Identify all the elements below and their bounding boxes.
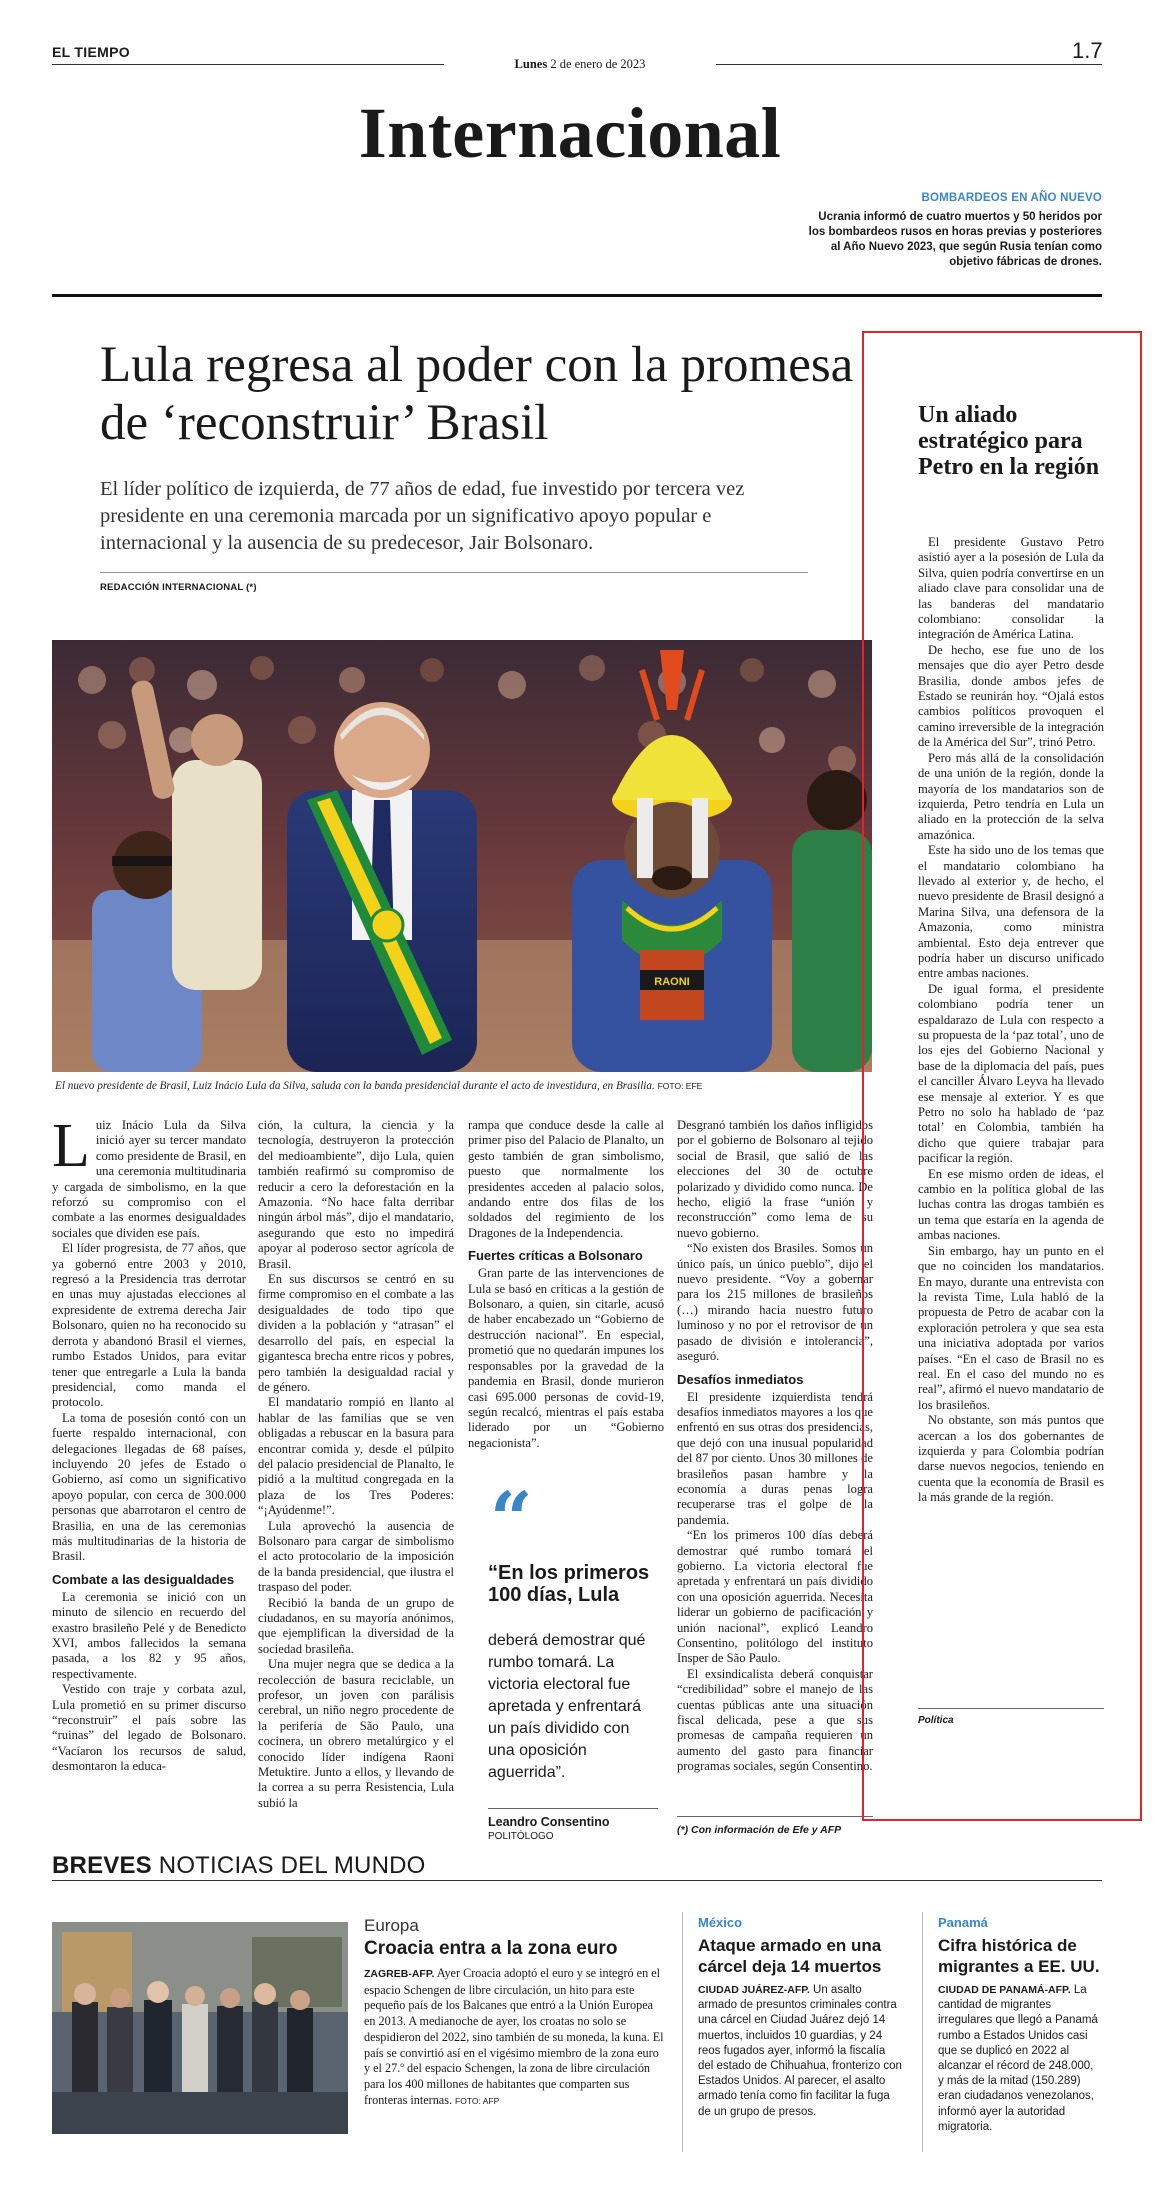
breves-title-rest: NOTICIAS DEL MUNDO — [158, 1852, 426, 1879]
column-separator — [922, 1912, 923, 2152]
breves-title-bold: BREVES — [52, 1852, 152, 1879]
article-deck: El líder político de izquierda, de 77 años de edad, fue investido por tercera vez presidente en una ceremonia marcada por un significativo apoyo popular e internacional y la ausencia de su predecesor, Jair Bolsonaro. — [100, 478, 745, 554]
paragraph: El presidente izquierdista tendrá desafíos inmediatos mayores a los que enfrentó en sus otras dos presidencias, que dejó con una inusual popularidad del 87 por ciento. Unos 30 millones de brasileños pasan hambre y la economía a duras penas logra recuperarse tras el golpe de la pandemia. — [677, 1389, 873, 1527]
paragraph: Vestido con traje y corbata azul, Lula prometió en su primer discurso “reconstruir” el país sobre las “ruinas” del legado de Bolsonaro. “Vacíaron los recursos de salud, desmontaron la educa- — [52, 1682, 246, 1774]
brief-dateline: CIUDAD JUÁREZ-AFP. — [698, 1984, 810, 1996]
brief-text: La cantidad de migrantes irregulares que llegó a Panamá rumbo a Estados Unidos casi que se duplicó en 2022 al alcanzar el récord de 248.000, y más de la mitad (150.289) eran ciudadanos venezolanos, informó ayer la autoridad migratoria. — [938, 1984, 1098, 2133]
brief-kicker: Panamá — [938, 1915, 988, 1930]
paragraph: “No existen dos Brasiles. Somos un único país, un único pueblo”, dijo el nuevo presidente. “Voy a gobernar para los 215 millones de brasileños (…) mirando hacia nuestro futuro luminoso y no por el retrovisor de un pasado de división e intolerancia”, aseguró. — [677, 1241, 873, 1364]
brief-body — [698, 1983, 903, 2120]
footnote-rule — [677, 1816, 873, 1817]
brief-headline: Ataque armado en una cárcel deja 14 muertos — [698, 1936, 882, 1976]
paragraph: Recibió la banda de un grupo de ciudadanos, en su mayoría anónimos, que ejemplifican la diversidad de la sociedad brasileña. — [258, 1595, 454, 1656]
paragraph: De hecho, ese fue uno de los mensajes que dio ayer Petro desde Brasilia, donde ambos jefes de Estado se reunirán hoy. “Ojalá estos cambios políticos provoquen el camino irreversible de la integración de la América del Sur”, trinó Petro. — [918, 642, 1104, 750]
teaser-kicker: BOMBARDEOS EN AÑO NUEVO — [921, 192, 1102, 204]
photo-caption-text: El nuevo presidente de Brasil, Luiz Inácio Lula da Silva, saluda con la banda presidencial durante el acto de investidura, en Brasilia. — [55, 1080, 655, 1092]
brief-headline: Croacia entra a la zona euro — [364, 1938, 618, 1959]
column-separator — [682, 1912, 683, 2152]
paragraph: El presidente Gustavo Petro asistió ayer a la posesión de Lula da Silva, quien podría convertirse en un aliado clave para consolidar una de las banderas del mandatario colombiano: consolidar la integración de América Latina. — [918, 535, 1104, 642]
paragraph: El exsindicalista deberá conquistar “credibilidad” sobre el manejo de las cuentas públicas ante una situación fiscal delicada, pese a que sus promesas de campaña requieren un aumento del gasto para financiar programas sociales, según Consentino. — [677, 1666, 873, 1774]
article-photo — [52, 640, 872, 1072]
brief-body — [364, 1966, 664, 2109]
photo-caption — [55, 1080, 875, 1092]
paragraph: ción, la cultura, la ciencia y la tecnología, destruyeron la protección del medioambiente”, dijo Lula, quien también reafirmó su compromiso de reducir a cero la deforestación en la Amazonia. “No hace falta derribar ningún árbol más”, dijo el mandatario, asegurando que esto no impedirá apoyar al poderoso sector agrícola de Brasil. — [258, 1118, 454, 1271]
issue-date-rest: 2 de enero de 2023 — [550, 57, 646, 71]
pull-quote-role: POLITÓLOGO — [488, 1831, 554, 1842]
quote-mark-icon: “ — [490, 1477, 533, 1563]
paragraph: En sus discursos se centró en su firme compromiso en el combate a las desigualdades de todo tipo que dividen a la población y “atrasan” el desarrollo del país, en especial la gigantesca brecha entre ricos y pobres, pero también la desigualdad racial y de género. — [258, 1272, 454, 1394]
article-photo-illustration — [52, 640, 872, 1072]
paragraph: No obstante, son más puntos que acercan a los dos gobernantes de izquierda y para Colombia podrían darse nuevos negocios, teniendo en cuenta que la economía de Brasil es la más grande de la región. — [918, 1413, 1104, 1505]
paragraph: “En los primeros 100 días deberá demostrar qué rumbo tomará el gobierno. La victoria electoral fue apretada y enfrentará un país dividido con una oposición aguerrida. Necesita liderar un gobierno de pacificación y unión nacional”, explicó Leandro Consentino, politólogo del instituto Insper de São Paulo. — [677, 1528, 873, 1666]
paragraph: Sin embargo, hay un punto en el que no coinciden los mandatarios. En mayo, durante una entrevista con la revista Time, Lula habló de la propuesta de Petro de acabar con la exploración petrolera y que sea esta una iniciativa adoptada por varios países. “En el caso de Brasil no es real. En el caso del mundo no es real”, afirmó el nuevo mandatario de los brasileños. — [918, 1243, 1104, 1412]
paragraph: Desgranó también los daños infligidos por el gobierno de Bolsonaro al tejido social de Brasil, que salió de las elecciones del 30 de octubre polarizado y dividido como nunca. De hecho, eligió la frase “unión y reconstrucción” como lema de su nuevo gobierno. — [677, 1118, 873, 1240]
date-rule — [716, 64, 1102, 65]
article-headline: Lula regresa al poder con la promesa de ‘reconstruir’ Brasil — [100, 337, 854, 451]
paragraph: Este ha sido uno de los temas que el mandatario colombiano ha llevado al exterior y, de hecho, el nuevo presidente de Brasil designó a Marina Silva, una defensora de la Amazonia, como ministra ambiental. Esto deja entrever que podría haber un discurso unificado entre ambas naciones. — [918, 843, 1104, 981]
byline-rule — [100, 572, 808, 573]
sidebar-body — [918, 535, 1104, 1506]
brief-dateline: ZAGREB-AFP. — [364, 1968, 435, 1980]
brief-photo-credit: FOTO: AFP — [455, 2095, 500, 2106]
paragraph: Pero más allá de la consolidación de una unión de la región, donde la mayoría de los mandatarios son de izquierda, Petro tendría en Lula un aliado en la protección de la selva amazónica. — [918, 750, 1104, 842]
masthead: EL TIEMPO — [52, 44, 130, 60]
sidebar-title: Un aliado estratégico para Petro en la región — [918, 402, 1100, 480]
breves-title — [52, 1852, 426, 1880]
pull-quote-author: Leandro Consentino — [488, 1815, 610, 1829]
sidebar-tag: Política — [918, 1715, 954, 1726]
teaser-text: Ucrania informó de cuatro muertos y 50 heridos por los bombardeos rusos en horas previas y posteriores al Año Nuevo 2023, que según Rusia tenían como objetivo fábricas de drones. — [808, 211, 1102, 268]
article-column-4 — [677, 1118, 873, 1775]
paragraph: La toma de posesión contó con un fuerte respaldo internacional, con delegaciones llegadas de 68 países, incluyendo 20 jefes de Estado o Gobierno, así como un significativo apoyo popular, con cerca de 300.000 personas que abarrotaron el centro de Brasilia, en una de las ceremonias más multitudinarias de la historia de Brasil. — [52, 1410, 246, 1564]
issue-date-day: Lunes — [514, 57, 548, 71]
paragraph: La ceremonia se inició con un minuto de silencio en recuerdo del exastro brasileño Pelé y de Benedicto XVI, ambos fallecidos la semana pasada, a los 82 y 95 años, respectivamente. — [52, 1589, 246, 1681]
breves-photo-illustration — [52, 1922, 348, 2134]
brief-body — [938, 1983, 1100, 2135]
photo-sash-text: RAONI — [654, 976, 690, 988]
brief-dateline: CIUDAD DE PANAMÁ-AFP. — [938, 1984, 1071, 1996]
byline: REDACCIÓN INTERNACIONAL (*) — [100, 582, 257, 593]
paragraph: De igual forma, el presidente colombiano podría tener un espaldarazo de Lula con respecto a su propuesta de la ‘paz total’, uno de los ejes del Gobierno Nacional y base de la diplomacia del país, pues el canciller Álvaro Leyva ha llevado ese mensaje al exterior. Y es que Petro no solo ha hablado de ‘paz total’ en Colombia, también ha dicho que quiere trabajar para pacificar la región. — [918, 981, 1104, 1166]
breves-rule — [52, 1880, 1102, 1881]
pull-quote-rule — [488, 1808, 658, 1809]
article-column-1 — [52, 1112, 246, 1775]
photo-credit: FOTO: EFE — [657, 1081, 703, 1091]
breves-photo — [52, 1922, 348, 2134]
drop-cap: L — [52, 1112, 90, 1180]
paragraph: El líder progresista, de 77 años, que ya gobernó entre 2003 y 2010, regresó a la Presidencia tras derrotar en unas muy ajustadas elecciones al expresidente de extrema derecha Jair Bolsonaro, quien no ha reconocido su derrota y abandonó Brasil el viernes, rumbo Estados Unidos, para evitar tener que entregarle a Lula la banda presidencial, como manda el protocolo. — [52, 1241, 246, 1410]
paragraph: uiz Inácio Lula da Silva inició ayer su tercer mandato como presidente de Brasil, en una ceremonia multitudinaria y cargada de simbolismo, en la que reforzó su compromiso con el combate a las enormes desigualdades sociales que dividen ese país. — [52, 1118, 246, 1240]
brief-kicker: Europa — [364, 1916, 419, 1935]
subheading: Desafíos inmediatos — [677, 1371, 804, 1387]
subheading: Fuertes críticas a Bolsonaro — [468, 1248, 643, 1264]
subheading: Combate a las desigualdades — [52, 1571, 235, 1587]
paragraph: El mandatario rompió en llanto al hablar de las familias que se ven obligadas a rebuscar en la basura para encontrar comida y, desde el púlpito del palacio presidencial de Planalto, le pidió a la multitud congregada en la plaza de los Tres Poderes: “¡Ayúdenme!”. — [258, 1395, 454, 1518]
top-rule — [52, 294, 1102, 297]
paragraph: Una mujer negra que se dedica a la recolección de basura reciclable, un profesor, un joven con parálisis cerebral, un niño negro procedente de la periferia de São Paulo, una cocinera, un obrero metalúrgico y el conocido líder indígena Raoni Metuktire. Junto a ellos, y llevando de la correa a su perra Resistencia, Lula subió la — [258, 1657, 454, 1810]
paragraph: rampa que conduce desde la calle al primer piso del Palacio de Planalto, un gesto también de gran simbolismo, puesto que normalmente los presidentes acceden al palacio solos, andando entre dos filas de los soldados del regimiento de los Dragones de la Independencia. — [468, 1118, 664, 1240]
section-title: Internacional — [358, 93, 782, 173]
paragraph: Gran parte de las intervenciones de Lula se basó en críticas a la gestión de Bolsonaro, a quien, sin citarle, acusó de haber encabezado un “Gobierno de destrucción nacional”. En especial, prometió que no quedarán impunes los responsables por la gravedad de la pandemia en Brasil, donde murieron casi 695.000 personas de covid-19, según recalcó, mientras el país estaba liderado por un “Gobierno negacionista”. — [468, 1266, 664, 1450]
page-number: 1.7 — [1072, 38, 1103, 63]
footnote: (*) Con información de Efe y AFP — [677, 1824, 842, 1836]
brief-kicker: México — [698, 1915, 743, 1930]
article-column-2 — [258, 1118, 454, 1811]
brief-text: Un asalto armado de presuntos criminales contra una cárcel en Ciudad Juárez dejó 14 muertos, incluidos 10 guardias, y 24 reos fugados ayer, informó la fiscalía del estado de Chihuahua, fronterizo con Estados Unidos. Al parecer, el asalto armado tenía como fin facilitar la fuga de un grupo de presos. — [698, 1984, 902, 2118]
sidebar-rule — [918, 1708, 1104, 1709]
brief-text: Ayer Croacia adoptó el euro y se integró en el espacio Schengen de libre circulación, un hito para este pequeño país de los Balcanes que entró a la Unión Europea en 2013. A medianoche de ayer, los croatas no solo se despidieron del 2022, sino también de su moneda, la kuna. El país se convirtió así en el vigésimo miembro de la zona euro y el 27.º del espacio Schengen, la zona de libre circulación para los 400 millones de habitantes que comparten sus fronteras internas. — [364, 1966, 664, 2107]
paragraph: En ese mismo orden de ideas, el cambio en la política global de las luchas contra las drogas también es un tema que estaría en la agenda de ambas naciones. — [918, 1166, 1104, 1243]
article-column-3 — [468, 1118, 664, 1451]
pull-quote-lead: “En los primeros 100 días, Lula — [488, 1562, 650, 1606]
paragraph: Lula aprovechó la ausencia de Bolsonaro para cargar de simbolismo el acto protocolario de la imposición de la banda presidencial, que ilustra el traspaso del poder. — [258, 1518, 454, 1595]
brief-headline: Cifra histórica de migrantes a EE. UU. — [938, 1936, 1100, 1976]
pull-quote-text: deberá demostrar qué rumbo tomará. La victoria electoral fue apretada y enfrentará un país dividido con una oposición aguerrida”. — [488, 1632, 646, 1781]
